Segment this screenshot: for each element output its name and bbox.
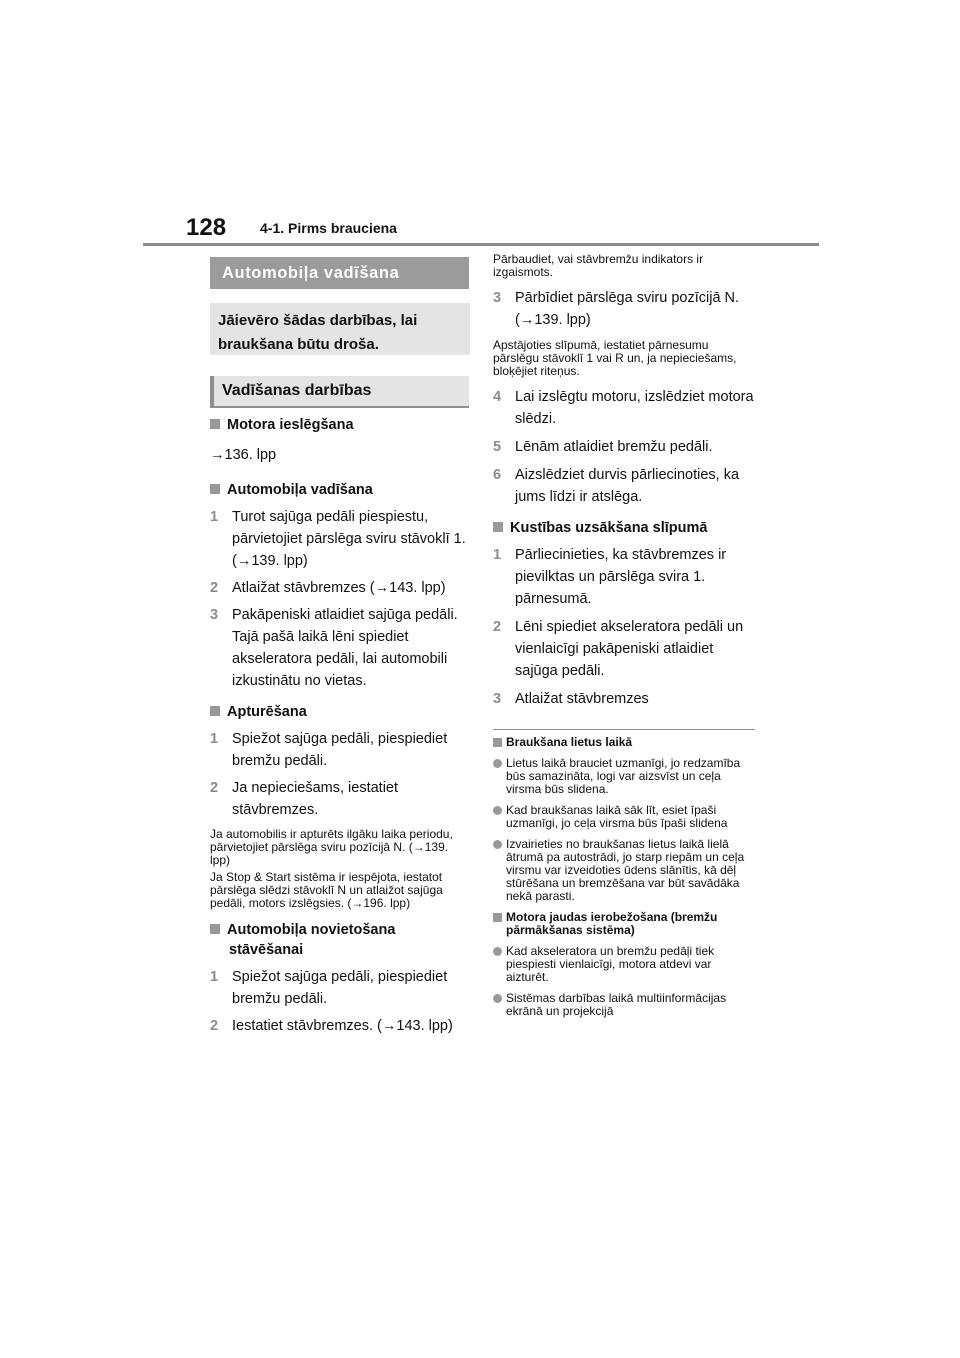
heading-hill-start: Kustības uzsākšana slīpumā xyxy=(493,518,755,538)
divider xyxy=(493,729,755,730)
bullet-item: Kad akseleratora un bremžu pedāļi tiek piespiesti vienlaicīgi, motora atdevi var aizturēt. xyxy=(493,945,755,984)
step: 1 Turot sajūga pedāli piespiestu, pārvietojiet pārslēga sviru stāvoklī 1. (→139. lpp) xyxy=(210,509,466,569)
page-number: 128 xyxy=(186,214,227,241)
heading-stopping: Apturēšana xyxy=(210,702,470,722)
banner-title: Automobiļa vadīšana xyxy=(210,257,469,289)
round-bullet-icon xyxy=(493,994,502,1003)
square-bullet-icon xyxy=(210,484,220,494)
right-column xyxy=(493,253,755,1018)
step: 2 Ja nepieciešams, iestatiet stāvbremzes. xyxy=(210,780,399,818)
round-bullet-icon xyxy=(493,840,502,849)
step: 2 Atlaižat stāvbremzes (→143. lpp) xyxy=(210,580,446,596)
note: Ja automobilis ir apturēts ilgāku laika periodu, pārvietojiet pārslēga sviru pozīcijā N. (→139. lpp) xyxy=(210,827,453,867)
square-bullet-icon xyxy=(493,522,503,532)
step: 3 Pārbīdiet pārslēga sviru pozīcijā N. (→139. lpp) xyxy=(493,290,740,328)
square-bullet-icon xyxy=(210,924,220,934)
note: Ja Stop & Start sistēma ir iespējota, iestatot pārslēga slēdzi stāvoklī N un atlaižot sajūga pedāli, motors izslēgsies. (→196. lpp) xyxy=(210,870,443,910)
step: 4 Lai izslēgtu motoru, izslēdziet motora slēdzi. xyxy=(493,389,754,427)
subsection-heading: Vadīšanas darbības xyxy=(210,376,469,408)
heading-engine-start: Motora ieslēgšana xyxy=(210,415,470,435)
header-rule xyxy=(143,243,819,246)
bullet-item: Izvairieties no braukšanas lietus laikā lielā ātrumā pa autostrādi, jo starp riepām un ceļa virsmu var izveidoties ūdens slānītis, kā dēļ stūrēšana un bremzēšana var būt savādāka nekā parasti. xyxy=(493,838,755,903)
step: 1 Spiežot sajūga pedāli, piespiediet bremžu pedāli. xyxy=(210,731,448,769)
note: Pārbaudiet, vai stāvbremžu indikators ir izgaismots. xyxy=(493,252,704,279)
step: 2 Lēni spiediet akseleratora pedāli un vienlaicīgi pakāpeniski atlaidiet sajūga pedāli. xyxy=(493,619,744,679)
heading-parking: Automobiļa novietošana stāvēšanai xyxy=(210,920,470,960)
heading-driving: Automobiļa vadīšana xyxy=(210,480,470,500)
intro-box: Jāievēro šādas darbības, lai braukšana būtu droša. xyxy=(210,303,470,355)
heading-rain-driving: Braukšana lietus laikā xyxy=(493,736,755,749)
step: 3 Pakāpeniski atlaidiet sajūga pedāli. Tajā pašā laikā lēni spiediet akseleratora pedāli, lai automobili izkustinātu no vietas. xyxy=(210,607,458,689)
square-bullet-icon xyxy=(210,419,220,429)
round-bullet-icon xyxy=(493,759,502,768)
heading-engine-power-limit: Motora jaudas ierobežošana (bremžu pārmākšanas sistēma) xyxy=(493,911,755,937)
step: 5 Lēnām atlaidiet bremžu pedāli. xyxy=(493,439,713,455)
round-bullet-icon xyxy=(493,806,502,815)
section-title: 4-1. Pirms brauciena xyxy=(260,220,397,236)
left-column xyxy=(210,415,470,1037)
bullet-item: Lietus laikā brauciet uzmanīgi, jo redzamība būs samazināta, logi var aizsvīst un ceļa virsma būs slidena. xyxy=(493,757,755,796)
note: Apstājoties slīpumā, iestatiet pārnesumu pārslēgu stāvoklī 1 vai R un, ja nepieciešams, bloķējiet riteņus. xyxy=(493,338,737,378)
step: 1 Spiežot sajūga pedāli, piespiediet bremžu pedāli. xyxy=(210,969,448,1007)
square-bullet-icon xyxy=(493,738,502,747)
page-reference: →136. lpp xyxy=(210,447,277,463)
square-bullet-icon xyxy=(210,706,220,716)
step: 3 Atlaižat stāvbremzes xyxy=(493,691,649,707)
square-bullet-icon xyxy=(493,913,502,922)
step: 6 Aizslēdziet durvis pārliecinoties, ka jums līdzi ir atslēga. xyxy=(493,467,740,505)
bullet-item: Sistēmas darbības laikā multiinformācijas ekrānā un projekcijā xyxy=(493,992,755,1018)
bullet-item: Kad braukšanas laikā sāk līt, esiet īpaši uzmanīgi, jo ceļa virsma būs īpaši slidena xyxy=(493,804,755,830)
step: 1 Pārliecinieties, ka stāvbremzes ir pievilktas un pārslēga svira 1. pārnesumā. xyxy=(493,547,727,607)
step: 2 Iestatiet stāvbremzes. (→143. lpp) xyxy=(210,1018,453,1034)
round-bullet-icon xyxy=(493,947,502,956)
